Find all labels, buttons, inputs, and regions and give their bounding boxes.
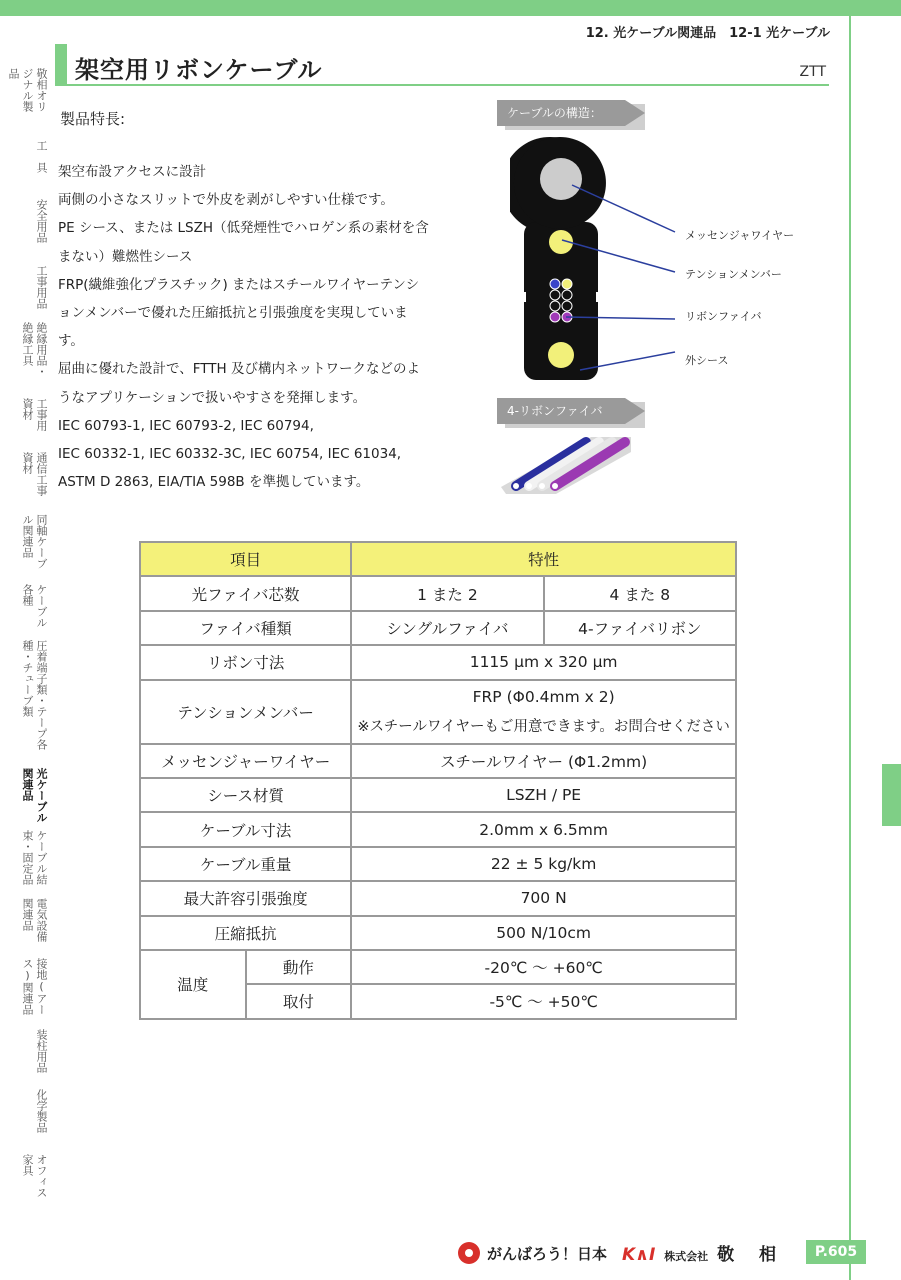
table-row: [140, 576, 736, 610]
nav-item-terminals[interactable]: 圧着端子類・テープ各種・チューブ類: [21, 640, 48, 750]
spec-table: [139, 541, 737, 1020]
callout-ribbon: リボンファイバ: [685, 310, 762, 323]
row-sublabel: 動作: [246, 950, 352, 984]
col-header-item: 項目: [140, 542, 351, 576]
row-label: テンションメンバー: [140, 680, 351, 744]
structure-label: ケーブルの構造：: [497, 100, 625, 126]
nav-item-cable-binding[interactable]: ケーブル結束・固定品: [21, 830, 48, 885]
row-value: -5℃ ～ +50℃: [351, 984, 736, 1018]
row-label: ファイバ種類: [140, 611, 351, 645]
row-label: 光ファイバ芯数: [140, 576, 351, 610]
nav-item-optical-cable[interactable]: 光ケーブル関連品: [21, 768, 48, 823]
row-value: 1 また 2: [351, 576, 543, 610]
feature-line: PE シース、または LSZH（低発煙性でハロゲン系の素材を含: [58, 220, 429, 237]
feature-line: 屈曲に優れた設計で、FTTH 及び構内ネットワークなどのよ: [58, 361, 420, 378]
feature-line: IEC 60793-1, IEC 60793-2, IEC 60794,: [58, 417, 314, 434]
table-header-row: [140, 542, 736, 576]
nav-item-pole-equipment[interactable]: 装柱用品: [35, 1029, 48, 1073]
slit-left: [520, 292, 526, 302]
row-value: 2.0mm x 6.5mm: [351, 812, 736, 846]
feature-line: うなアプリケーションで扱いやすさを発揮します。: [58, 389, 367, 406]
row-value: [351, 680, 736, 744]
row-value: LSZH / PE: [351, 778, 736, 812]
feature-line: まない）難燃性シース: [58, 248, 193, 265]
title-underline: [55, 84, 829, 86]
title-accent: [55, 44, 67, 86]
row-label: 温度: [140, 950, 246, 1019]
company-logo: [622, 1240, 780, 1265]
features-text: [58, 158, 438, 496]
nav-item-construction-materials[interactable]: 工事用資材: [21, 398, 48, 431]
nav-item-chemicals[interactable]: 化学製品: [35, 1089, 48, 1133]
features-heading: 製品特長:: [60, 110, 126, 128]
nav-item-coax-cable[interactable]: 同軸ケーブル関連品: [21, 514, 48, 569]
feature-line: FRP(繊維強化プラスチック) またはスチールワイヤーテンシ: [58, 276, 420, 293]
table-row: [140, 744, 736, 778]
row-value: 700 N: [351, 881, 736, 915]
slogan-text: がんばろう！日本: [487, 1245, 608, 1263]
company-prefix: 株式会社: [664, 1250, 709, 1263]
feature-line: IEC 60332-1, IEC 60332-3C, IEC 60754, IEC 61034,: [58, 446, 402, 463]
callout-tension: テンションメンバー: [685, 268, 782, 281]
row-label: 圧縮抵抗: [140, 916, 351, 950]
nav-active-indicator: [882, 764, 901, 826]
feature-line: 両側の小さなスリットで外皮を剥がしやすい仕様です。: [58, 192, 394, 209]
row-value: -20℃ ～ +60℃: [351, 950, 736, 984]
callout-messenger: メッセンジャワイヤー: [685, 229, 795, 242]
nav-item-grounding[interactable]: 接地(アース)関連品: [21, 958, 48, 1015]
tension-value: FRP (Φ0.4mm x 2): [472, 687, 615, 706]
ribbon-label: 4-リボンファイバ: [497, 398, 625, 424]
row-value: 22 ± 5 kg/km: [351, 847, 736, 881]
feature-line: す。: [58, 333, 84, 350]
ribbon-fiber-illustration: [496, 432, 636, 497]
nav-item-cables[interactable]: ケーブル各種: [21, 584, 48, 628]
table-row: [140, 812, 736, 846]
company-name: 敬 相: [717, 1245, 781, 1265]
nav-item-telecom-materials[interactable]: 通信工事資材: [21, 452, 48, 496]
table-row: [140, 645, 736, 679]
row-label: ケーブル寸法: [140, 812, 351, 846]
feature-line: 架空布設アクセスに設計: [58, 164, 207, 180]
callout-arrows: [560, 180, 690, 380]
sakura-icon: [455, 1240, 483, 1266]
row-value: 1115 μm x 320 μm: [351, 645, 736, 679]
table-row: [140, 881, 736, 915]
row-value: スチールワイヤー (Φ1.2mm): [351, 744, 736, 778]
nav-item-tools[interactable]: 工 具: [35, 139, 48, 173]
feature-line: ョンメンバーで優れた圧縮抵抗と引張強度を実現していま: [58, 305, 408, 322]
breadcrumb: 12. 光ケーブル関連品 12-1 光ケーブル: [585, 26, 830, 41]
table-row: [140, 847, 736, 881]
nav-item-construction[interactable]: 工事用品: [35, 265, 48, 309]
nav-item-electrical[interactable]: 電気設備関連品: [21, 898, 48, 942]
page-number: P.605: [806, 1240, 866, 1264]
row-value: 4-ファイバリボン: [544, 611, 736, 645]
nav-item-original-products[interactable]: 敬相オリジナル製品: [7, 68, 48, 112]
callout-sheath: 外シース: [685, 354, 729, 367]
side-accent-line: [849, 16, 851, 1280]
slogan-logo: [455, 1240, 608, 1266]
page-title: 架空用リボンケーブル: [75, 56, 323, 84]
nav-item-office-furniture[interactable]: オフィス家具: [21, 1154, 48, 1198]
model-code: ZTT: [799, 64, 826, 80]
row-label: メッセンジャーワイヤー: [140, 744, 351, 778]
row-label: シース材質: [140, 778, 351, 812]
table-row: [140, 680, 736, 744]
row-value: 4 また 8: [544, 576, 736, 610]
row-value: シングルファイバ: [351, 611, 543, 645]
row-label: リボン寸法: [140, 645, 351, 679]
row-label: ケーブル重量: [140, 847, 351, 881]
table-row: [140, 950, 736, 984]
col-header-spec: 特性: [351, 542, 736, 576]
tension-note: ※スチールワイヤーもご用意できます。お問合せください: [357, 718, 730, 735]
table-row: [140, 778, 736, 812]
nav-item-insulation[interactable]: 絶縁用品・絶縁工具: [21, 322, 48, 377]
row-label: 最大許容引張強度: [140, 881, 351, 915]
feature-line: ASTM D 2863, EIA/TIA 598B を準拠しています。: [58, 474, 370, 491]
nav-item-safety[interactable]: 安全用品: [35, 199, 48, 243]
row-sublabel: 取付: [246, 984, 352, 1018]
table-row: [140, 916, 736, 950]
top-accent-bar: [0, 0, 901, 16]
row-value: 500 N/10cm: [351, 916, 736, 950]
table-row: [140, 611, 736, 645]
kai-logo-icon: K∧I: [622, 1245, 656, 1265]
